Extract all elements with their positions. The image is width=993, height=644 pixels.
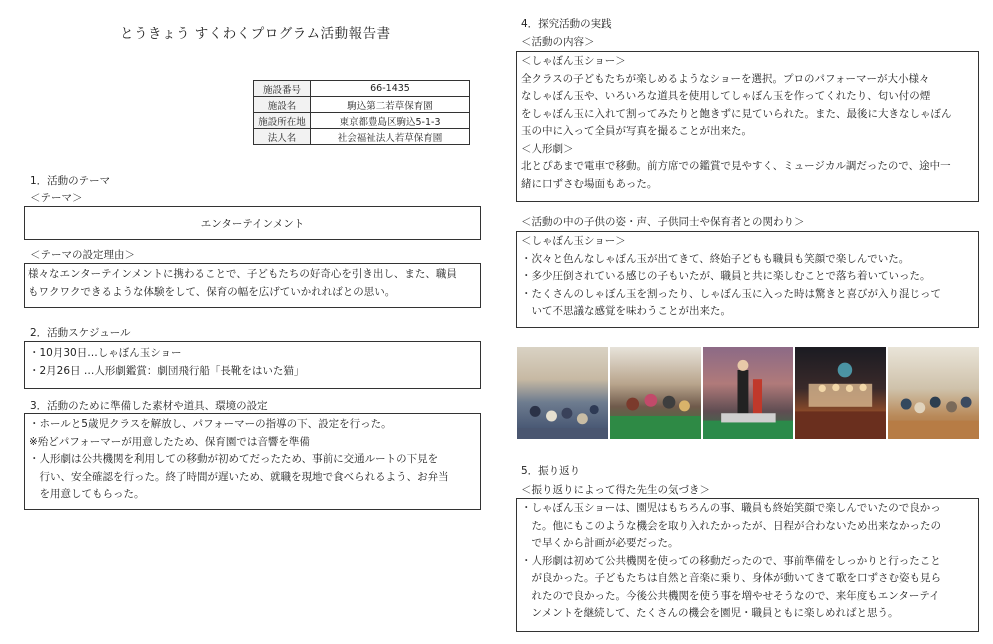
children-interaction-box xyxy=(516,231,979,328)
text-line: ・ホールと5歳児クラスを解放し、パフォーマーの指導の下、設定を行った。 xyxy=(29,418,392,430)
section-1-heading: 1．活動のテーマ xyxy=(30,175,111,187)
theme-text: エンターテインメント xyxy=(200,217,305,230)
info-label: 法人名 xyxy=(254,129,311,145)
text-line: をしゃぼん玉に入れて割ってみたりと飽きずに見ていられた。また、最後に大きなしゃぼん xyxy=(521,107,952,120)
text-line: れたので良かった。今後公共機関を使う事を増やせそうなので、来年度もエンターテイ xyxy=(521,589,940,602)
materials-box xyxy=(24,413,481,510)
text-line: 玉の中に入って全員が写真を撮ることが出来た。 xyxy=(521,125,752,137)
text-line: ンメントを継続して、たくさんの機会を園児・職員ともに楽しめればと思う。 xyxy=(521,607,899,619)
text-line: が良かった。子どもたちは自然と音楽に乗り、身体が動いてきて歌を口ずさむ姿も見ら xyxy=(521,572,941,584)
photo-5 xyxy=(888,347,979,439)
theme-reason-label: ＜テーマの設定理由＞ xyxy=(30,249,135,261)
text-line: ＜しゃぼん玉ショー＞ xyxy=(521,55,626,67)
info-value: 66-1435 xyxy=(311,81,470,97)
photo-1 xyxy=(517,347,608,439)
theme-box xyxy=(24,206,481,240)
photo-2 xyxy=(610,347,701,439)
schedule-item: ・10月30日…しゃぼん玉ショー xyxy=(29,347,182,359)
info-value: 社会福祉法人若草保育園 xyxy=(311,129,470,145)
text-line: を用意してもらった。 xyxy=(29,488,145,500)
theme-reason-box xyxy=(24,263,481,308)
info-label: 施設名 xyxy=(254,97,311,113)
text-line: ・多少圧倒されている感じの子もいたが、職員と共に楽しむことで落ち着いていった。 xyxy=(521,270,931,282)
info-value: 東京都豊島区駒込5-1-3 xyxy=(311,113,470,129)
section-2-heading: 2．活動スケジュール xyxy=(30,327,131,339)
page-title: とうきょう すくわくプログラム活動報告書 xyxy=(120,26,391,42)
text-line: で早くから計画が必要だった。 xyxy=(521,537,679,549)
table-row xyxy=(254,113,470,129)
text-line: 北とぴあまで電車で移動。前方席での鑑賞で見やすく、ミュージカル調だったので、途中一 xyxy=(521,160,951,172)
text-line: ・しゃぼん玉ショーは、園児はもちろんの事、職員も終始笑顔で楽しんでいたので良かっ xyxy=(521,502,941,514)
text-line: ※殆どパフォーマーが用意したため、保育園では音響を準備 xyxy=(29,435,310,448)
text-line: いて不思議な感覚を味わうことが出来た。 xyxy=(521,305,731,317)
section-3-heading: 3．活動のために準備した素材や道具、環境の設定 xyxy=(30,400,268,412)
photo-3 xyxy=(703,347,794,439)
reflection-box xyxy=(516,498,979,632)
text-line: ・たくさんのしゃぼん玉を割ったり、しゃぼん玉に入った時は驚きと喜びが入り混じって xyxy=(521,287,941,300)
text-line: 様々なエンターテインメントに携わることで、子どもたちの好奇心を引き出し、また、職員 xyxy=(28,268,457,280)
facility-info-table xyxy=(253,80,470,145)
table-row xyxy=(254,97,470,113)
children-interaction-label: ＜活動の中の子供の姿・声、子供同士や保育者との関わり＞ xyxy=(521,216,805,228)
schedule-box xyxy=(24,341,481,389)
text-line: ・次々と色んなしゃぼん玉が出てきて、終始子どもも職員も笑顔で楽しんでいた。 xyxy=(521,252,910,265)
text-line: なしゃぼん玉や、いろいろな道具を使用してしゃぼん玉を作ってくれたり、匂い付の煙 xyxy=(521,90,931,102)
text-line: 行い、安全確認を行った。終了時間が遅いため、就職を現地で食べられるよう、お弁当 xyxy=(29,470,449,483)
section-5-heading: 5．振り返り xyxy=(521,465,581,477)
schedule-item: ・2月26日 …人形劇鑑賞：劇団飛行船「長靴をはいた猫」 xyxy=(29,364,305,377)
info-label: 施設番号 xyxy=(254,81,311,97)
reflection-label: ＜振り返りによって得た先生の気づき＞ xyxy=(521,484,710,496)
info-label: 施設所在地 xyxy=(254,113,311,129)
text-line: もワクワクできるような体験をして、保育の幅を広げていかれればとの思い。 xyxy=(28,285,396,298)
text-line: ＜人形劇＞ xyxy=(521,142,574,155)
text-line: ・人形劇は初めて公共機関を使っての移動だったので、事前準備をしっかりと行ったこと xyxy=(521,554,941,567)
text-line: た。他にもこのような機会を取り入れたかったが、日程が合わないため出来なかったの xyxy=(521,519,941,532)
text-line: 緒に口ずさむ場面もあった。 xyxy=(521,177,658,190)
text-line: 全クラスの子どもたちが楽しめるようなショーを選択。プロのパフォーマーが大小様々 xyxy=(521,72,930,85)
activity-content-label: ＜活動の内容＞ xyxy=(521,36,595,48)
activity-content-box xyxy=(516,51,979,202)
info-value: 駒込第二若草保育園 xyxy=(311,97,470,113)
text-line: ・人形劇は公共機関を利用しての移動が初めてだったため、事前に交通ルートの下見を xyxy=(29,453,439,465)
table-row xyxy=(254,129,470,145)
activity-photo-strip xyxy=(517,347,979,439)
photo-4 xyxy=(795,347,886,439)
text-line: ＜しゃぼん玉ショー＞ xyxy=(521,235,626,247)
theme-sublabel: ＜テーマ＞ xyxy=(30,192,83,204)
table-row xyxy=(254,81,470,97)
section-4-heading: 4．探究活動の実践 xyxy=(521,18,612,30)
